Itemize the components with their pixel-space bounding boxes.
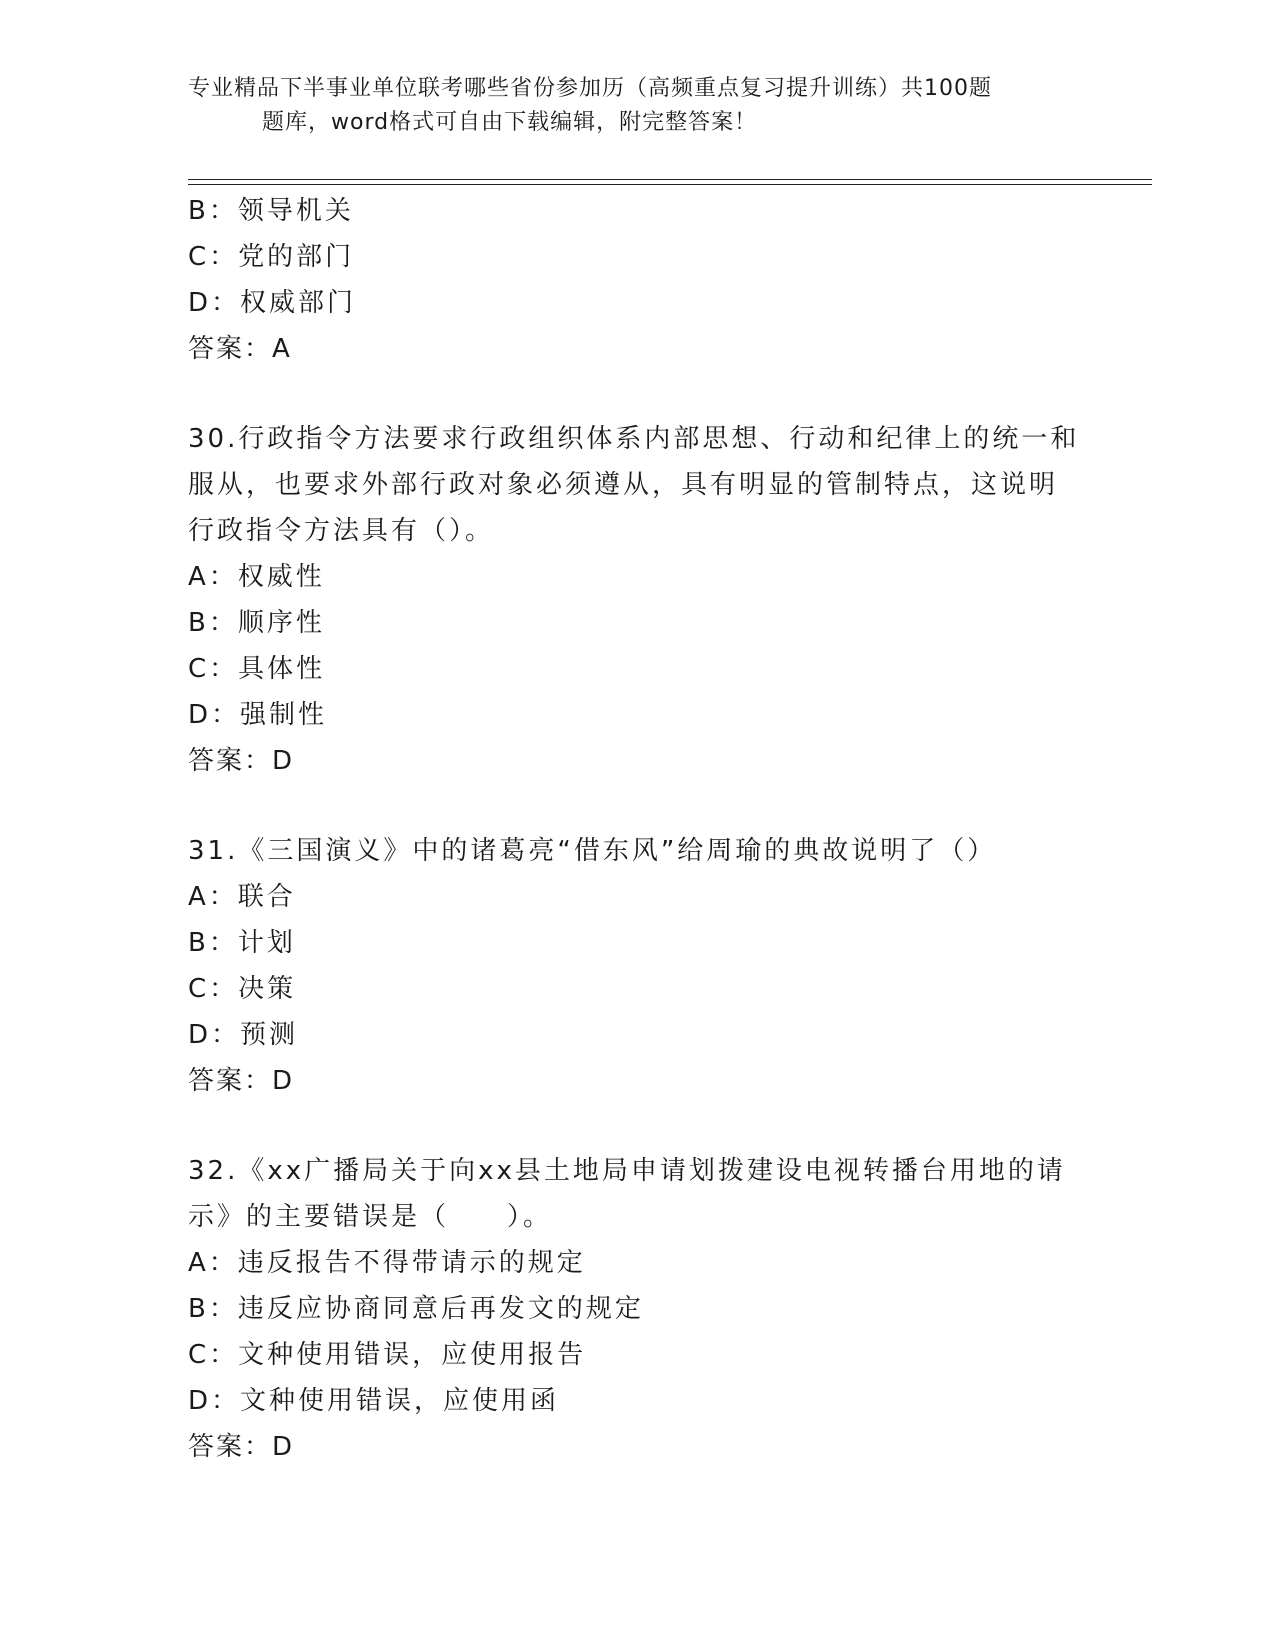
question-text-line: 行政指令方法具有（）。 <box>188 516 495 546</box>
option-a: A：违反报告不得带请示的规定 <box>188 1248 586 1278</box>
question-text-line: 31.《三国演义》中的诸葛亮“借东风”给周瑜的典故说明了（） <box>188 836 997 866</box>
document-header <box>188 72 1088 140</box>
option-c: C：决策 <box>188 974 297 1004</box>
option-b: B：违反应协商同意后再发文的规定 <box>188 1294 644 1324</box>
answer-line: 答案：D <box>188 1432 295 1462</box>
option-d: D：强制性 <box>188 700 328 730</box>
question-text-line: 服从，也要求外部行政对象必须遵从，具有明显的管制特点，这说明 <box>188 470 1059 500</box>
answer-line: 答案：D <box>188 1066 295 1096</box>
header-title-line-1: 专业精品下半事业单位联考哪些省份参加历（高频重点复习提升训练）共100题 <box>188 76 992 101</box>
option-d: D：权威部门 <box>188 288 357 318</box>
option-c: C：党的部门 <box>188 242 355 272</box>
question-32 <box>188 1148 1088 1470</box>
option-b: B：计划 <box>188 928 296 958</box>
question-list <box>188 188 1088 1470</box>
question-text-line: 示》的主要错误是（ ）。 <box>188 1202 553 1232</box>
option-d: D：预测 <box>188 1020 299 1050</box>
option-b: B：顺序性 <box>188 608 325 638</box>
question-31 <box>188 828 1088 1104</box>
question-30 <box>188 416 1088 784</box>
option-b: B：领导机关 <box>188 196 354 226</box>
option-a: A：权威性 <box>188 562 325 592</box>
option-d: D：文种使用错误，应使用函 <box>188 1386 560 1416</box>
header-divider-top <box>188 179 1152 180</box>
question-29-continued <box>188 188 1088 372</box>
option-c: C：具体性 <box>188 654 326 684</box>
header-divider-bottom <box>188 184 1152 185</box>
option-a: A：联合 <box>188 882 296 912</box>
question-text-line: 32.《xx广播局关于向xx县土地局申请划拨建设电视转播台用地的请 <box>188 1156 1066 1186</box>
header-title-line-2: 题库，word格式可自由下载编辑，附完整答案！ <box>262 110 758 135</box>
option-c: C：文种使用错误，应使用报告 <box>188 1340 587 1370</box>
answer-line: 答案：A <box>188 334 292 364</box>
answer-line: 答案：D <box>188 746 295 776</box>
question-text-line: 30.行政指令方法要求行政组织体系内部思想、行动和纪律上的统一和 <box>188 424 1080 454</box>
